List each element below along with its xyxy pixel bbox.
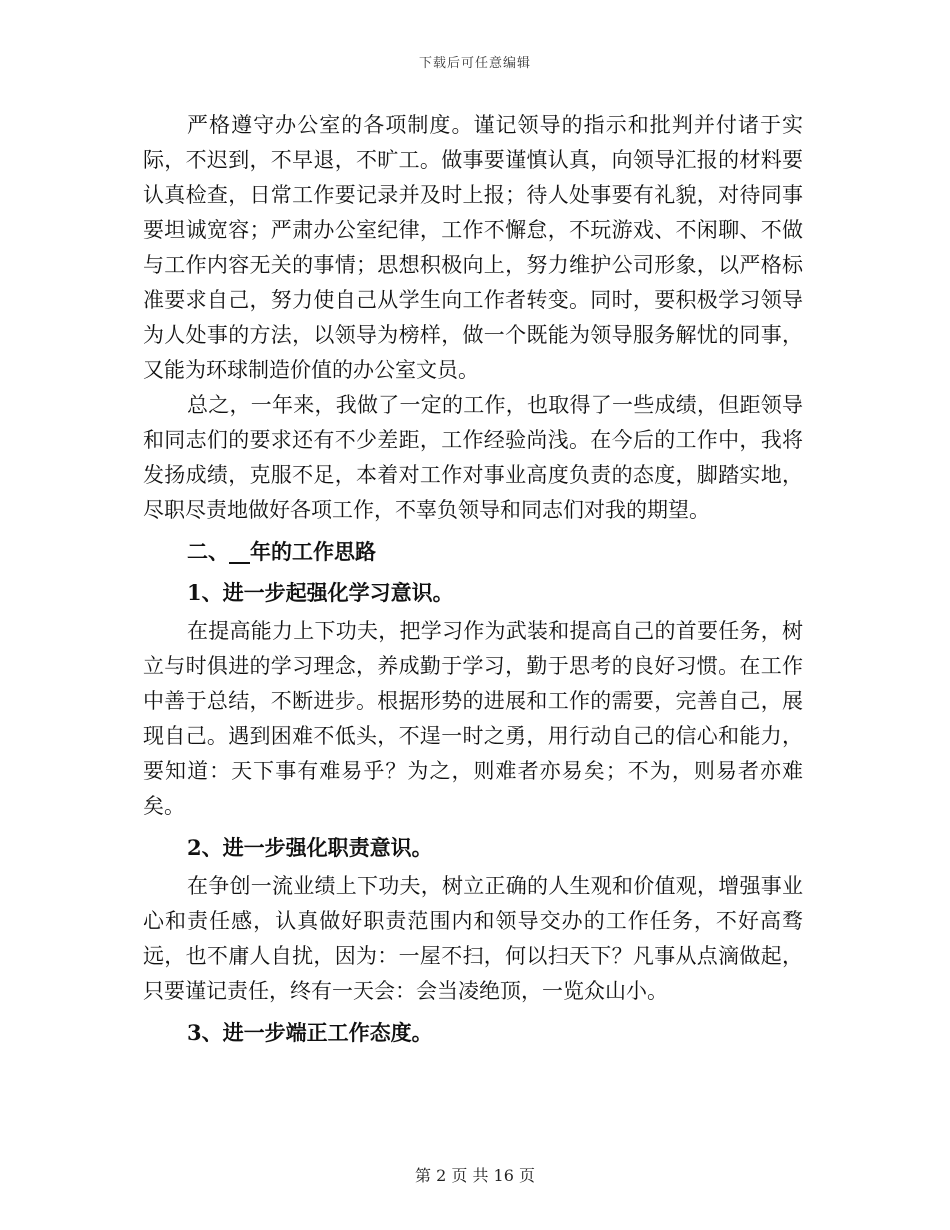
item-title-learning: 1、进一步起强化学习意识。 <box>187 580 454 605</box>
paragraph-summary: 总之，一年来，我做了一定的工作，也取得了一些成绩，但距领导和同志们的要求还有不少差距，工作经验尚浅。在今后的工作中，我将发扬成绩，克服不足，本着对工作对事业高度负责的态度，脚踏实地，尽职尽责地做好各项工作，不辜负领导和同志们对我的期望。 <box>143 393 803 522</box>
page-header: 下载后可任意编辑 <box>418 56 531 71</box>
section-title-work-ideas: 二、__年的工作思路 <box>187 539 376 564</box>
page-footer: 第 2 页 共 16 页 <box>415 1166 535 1185</box>
document-body <box>143 108 803 1054</box>
item-title-attitude: 3、进一步端正工作态度。 <box>187 1020 433 1045</box>
paragraph-responsibility: 在争创一流业绩上下功夫，树立正确的人生观和价值观，增强事业心和责任感，认真做好职责范围内和领导交办的工作任务，不好高骛远，也不庸人自扰，因为：一屋不扫，何以扫天下？凡事从点滴做起，只要谨记责任，终有一天会：会当凌绝顶，一览众山小。 <box>143 874 803 1003</box>
paragraph-rules: 严格遵守办公室的各项制度。谨记领导的指示和批判并付诸于实际，不迟到，不早退，不旷工。做事要谨慎认真，向领导汇报的材料要认真检查，日常工作要记录并及时上报；待人处事要有礼貌，对待同事要坦诚宽容；严肃办公室纪律，工作不懈怠，不玩游戏、不闲聊、不做与工作内容无关的事情；思想积极向上，努力维护公司形象，以严格标准要求自己，努力使自己从学生向工作者转变。同时，要积极学习领导为人处事的方法，以领导为榜样，做一个既能为领导服务解忧的同事，又能为环球制造价值的办公室文员。 <box>143 113 803 382</box>
item-title-responsibility: 2、进一步强化职责意识。 <box>187 835 433 860</box>
paragraph-learning: 在提高能力上下功夫，把学习作为武装和提高自己的首要任务，树立与时俱进的学习理念，养成勤于学习，勤于思考的良好习惯。在工作中善于总结，不断进步。根据形势的进展和工作的需要，完善自己，展现自己。遇到困难不低头，不逞一时之勇，用行动自己的信心和能力，要知道：天下事有难易乎？为之，则难者亦易矣；不为，则易者亦难矣。 <box>143 619 803 818</box>
